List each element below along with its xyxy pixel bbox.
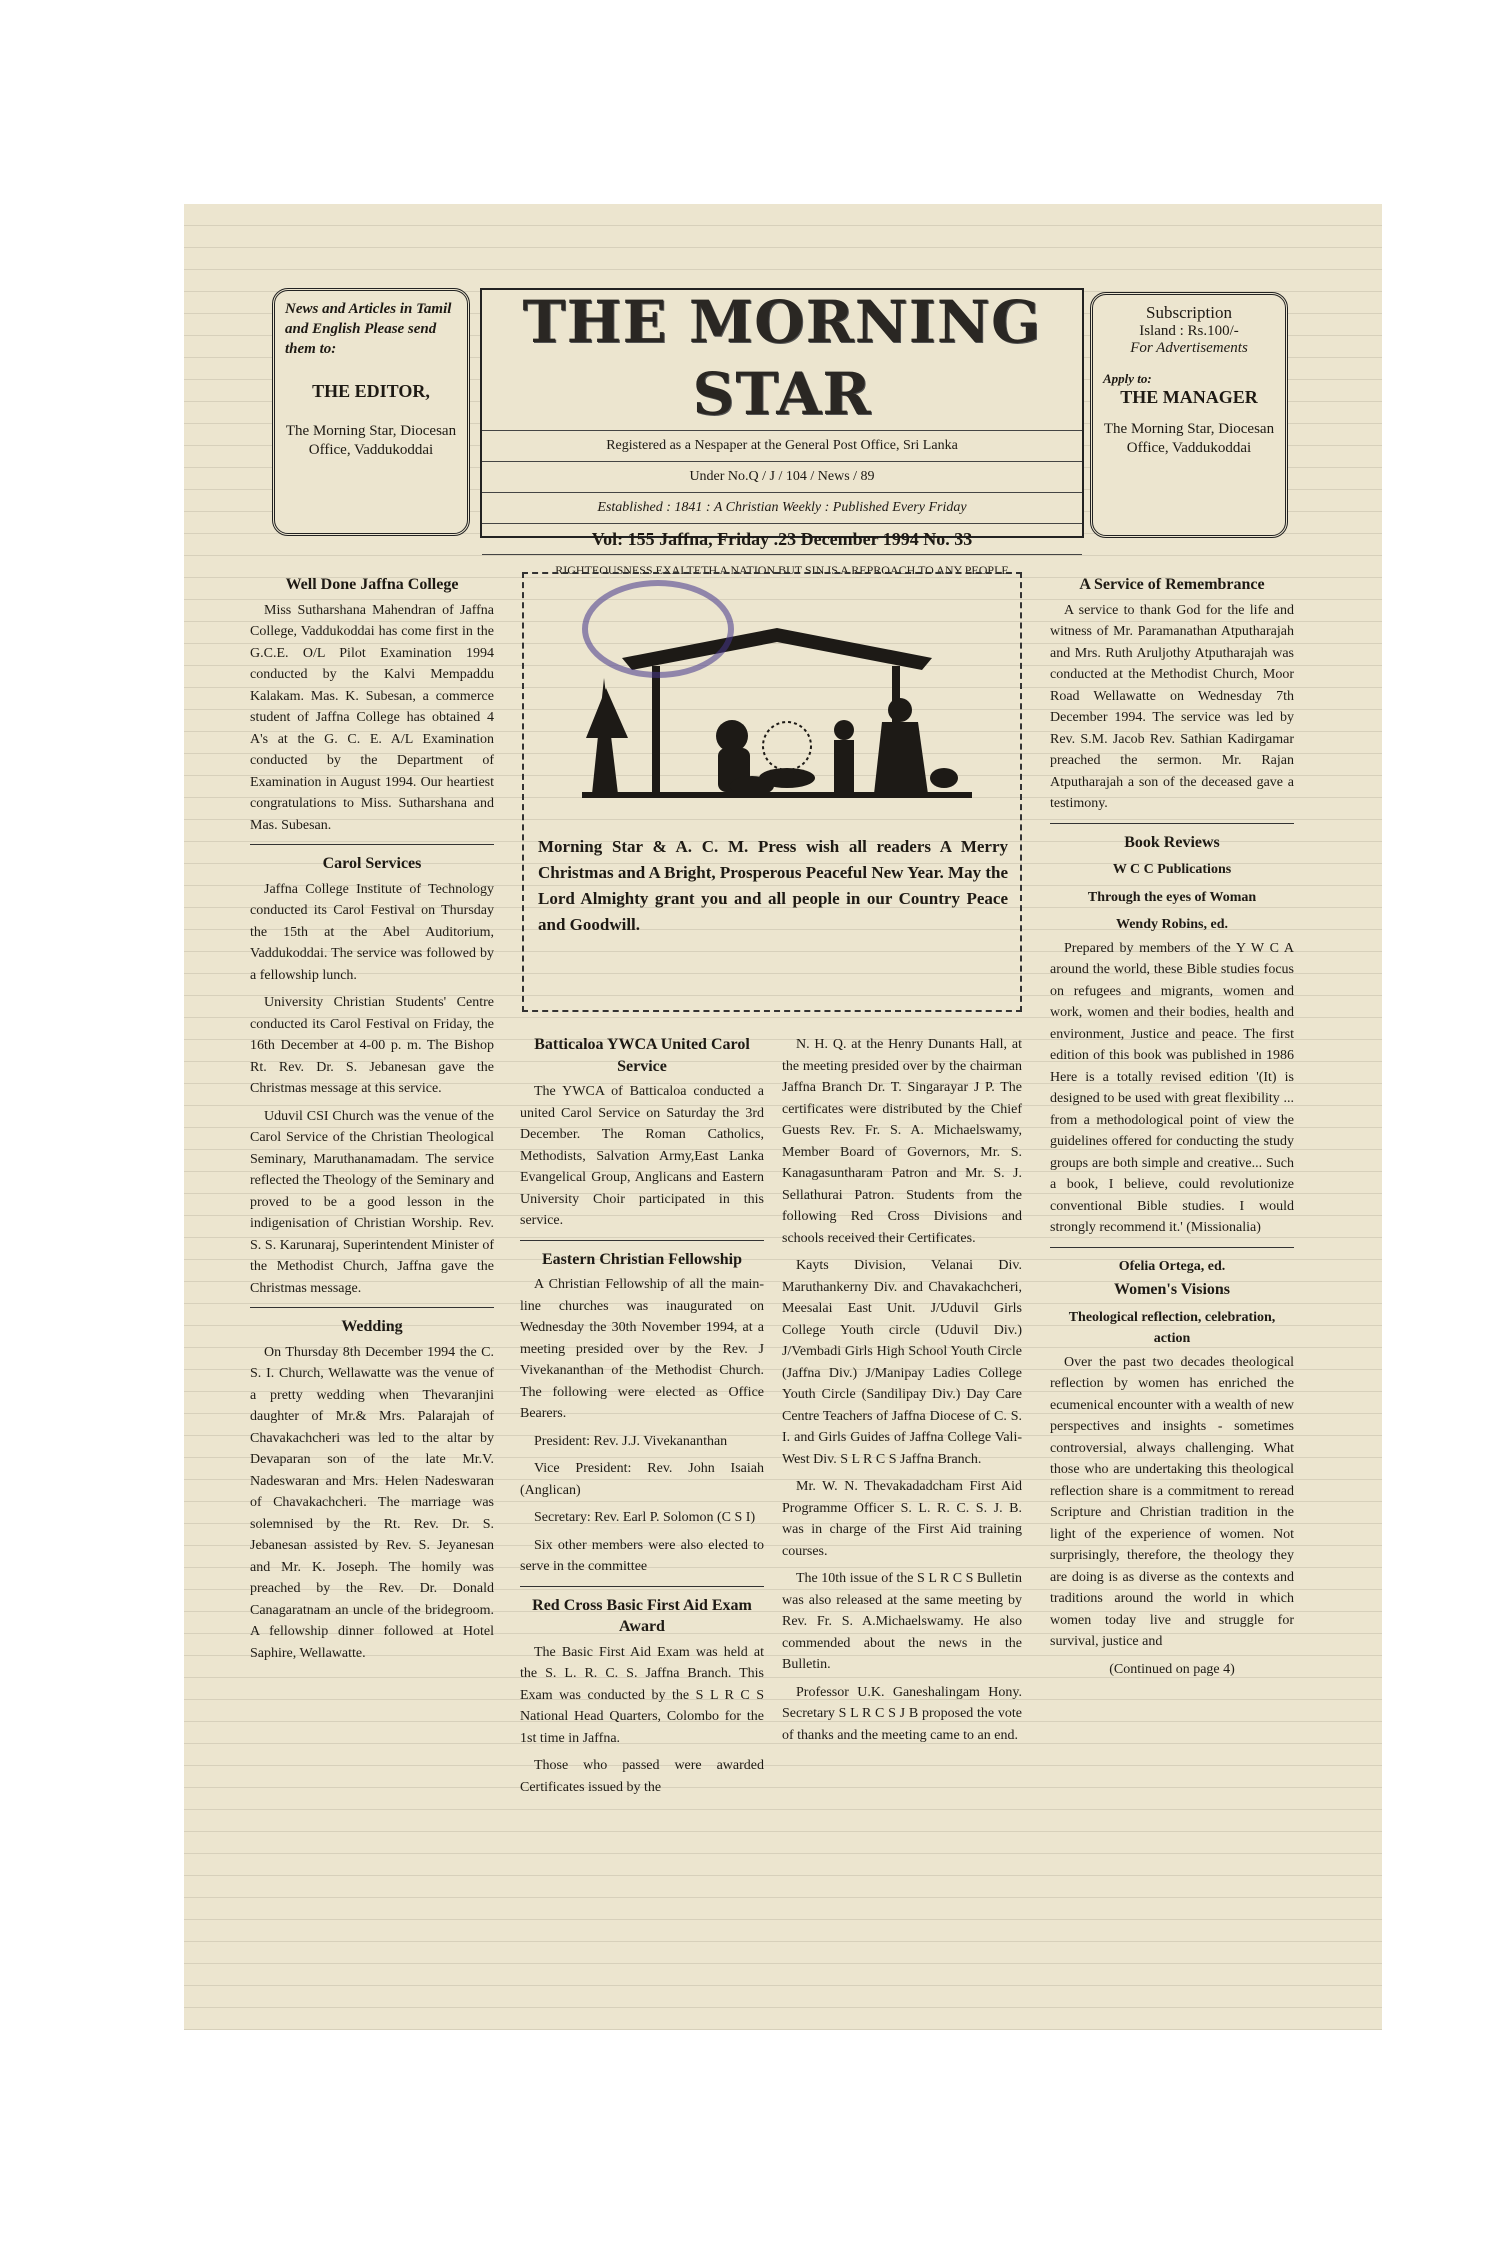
publisher-label: W C C Publications bbox=[1112, 862, 1232, 877]
book-title-2: Women's Visions bbox=[1113, 1281, 1231, 1298]
registration-number: Under No.Q / J / 104 / News / 89 bbox=[482, 461, 1082, 492]
subscription-label: Subscription bbox=[1146, 303, 1232, 322]
headline-red-cross: Red Cross Basic First Aid Exam Award bbox=[532, 1596, 752, 1635]
editor-contact-box bbox=[272, 288, 470, 536]
issue-line: Vol: 155 Jaffna, Friday .23 December 1994 No. 33 bbox=[482, 523, 1082, 554]
headline-carol-services: Carol Services bbox=[322, 855, 422, 872]
book-editor-1: Wendy Robins, ed. bbox=[1115, 917, 1229, 932]
article-fellowship: A Christian Fellowship of all the main-line churches was inaugurated on Wednesday the 30th November 1994, at a meeting presided over by the Rev. J Vivekananthan of the Methodist Church. The following were elected as Office Bearers. bbox=[520, 1277, 764, 1421]
column-3 bbox=[782, 1034, 1022, 1752]
headline-jaffna-college: Well Done Jaffna College bbox=[285, 576, 459, 593]
divider bbox=[1050, 1247, 1294, 1248]
masthead bbox=[480, 288, 1084, 577]
headline-book-reviews: Book Reviews bbox=[1124, 833, 1220, 851]
apply-label: Apply to: bbox=[1103, 371, 1152, 386]
review-2: Over the past two decades theological reflection by women has enriched the ecumenical encounter with a wealth of new perspectives and insights - sometimes controversial, always challenging. What those who are undertaking this theological reflection share is a commitment to reread Scripture and Christian tradition in the light of the experience of women. Not surprisingly, therefore, the theology they are doing is as diverse as the contexts and traditions around the world in which women today live and struggle for survival, justice and bbox=[1050, 1354, 1294, 1649]
column-2 bbox=[520, 1034, 764, 1804]
article-carol-3: Uduvil CSI Church was the venue of the Carol Service of the Christian Theological Seminary, Maruthanamadam. The service reflected the Theology of the Seminary and proved to be a good lesson in the indigenisation of Christian Worship. Rev. S. S. Karunaraj, Superintendent Minister of the Methodist Church, Jaffna gave the Christmas message. bbox=[250, 1108, 494, 1296]
book-title-1: Through the eyes of Woman bbox=[1087, 889, 1257, 905]
submission-note: News and Articles in Tamil and English Please send them to: bbox=[285, 301, 452, 357]
christmas-greeting: Morning Star & A. C. M. Press wish all readers A Merry Christmas and A Bright, Prosperous Peaceful New Year. May the Lord Almighty grant you and all people in our Country Peace and Goodwill. bbox=[538, 837, 1008, 934]
headline-ywca-carol: Batticaloa YWCA United Carol Service bbox=[534, 1036, 750, 1075]
divider bbox=[520, 1586, 764, 1587]
book-subtitle-2: Theological reflection, celebration, action bbox=[1068, 1309, 1276, 1346]
article-carol-1: Jaffna College Institute of Technology conducted its Carol Festival on Thursday the 15th at the Abel Auditorium, Vaddukoddai. The service was followed by a fellowship lunch. bbox=[250, 881, 494, 983]
editor-address: The Morning Star, Diocesan Office, Vaddukoddai bbox=[285, 423, 457, 458]
ads-label: For Advertisements bbox=[1130, 340, 1248, 356]
book-editor-2: Ofelia Ortega, ed. bbox=[1118, 1258, 1226, 1274]
article-vote-of-thanks: Professor U.K. Ganeshalingam Hony. Secretary S L R C S J B proposed the vote of thanks and the meeting came to an end. bbox=[782, 1684, 1022, 1743]
motto: RIGHTEOUSNESS EXALTETH A NATION BUT SIN IS A REPROACH TO ANY PEOPLE bbox=[482, 554, 1082, 585]
office-bearer-vice-president: Vice President: Rev. John Isaiah (Anglican) bbox=[520, 1461, 764, 1498]
divider bbox=[250, 1307, 494, 1308]
established-line: Established : 1841 : A Christian Weekly : Published Every Friday bbox=[482, 492, 1082, 523]
article-red-cross-5: Mr. W. N. Thevakadadcham First Aid Programme Officer S. L. R. C. S. J. B. was in charge of the First Aid training courses. bbox=[782, 1479, 1022, 1559]
editor-label: THE EDITOR, bbox=[312, 381, 430, 401]
headline-remembrance: A Service of Remembrance bbox=[1079, 576, 1265, 593]
divider bbox=[250, 844, 494, 845]
subscription-rate: Island : Rs.100/- bbox=[1139, 323, 1239, 339]
registered-line: Registered as a Nespaper at the General Post Office, Sri Lanka bbox=[482, 430, 1082, 461]
article-red-cross-2: Those who passed were awarded Certificates issued by the bbox=[520, 1758, 764, 1795]
manager-address: The Morning Star, Diocesan Office, Vaddukoddai bbox=[1103, 421, 1275, 456]
divider bbox=[1050, 823, 1294, 824]
article-jaffna-college: Miss Sutharshana Mahendran of Jaffna College, Vaddukoddai has come first in the G.C.E. O/L Pilot Examination 1994 conducted by the Kalvi Mempaddu Kalakam. Mas. K. Subesan, a commerce student of Jaffna College has obtained 4 A's at the G. C. E. A/L Examination conducted by the Department of Examination in August 1994. Our heartiest congratulations to Miss. Sutharshana and Mas. Subesan. bbox=[250, 602, 494, 833]
headline-eastern-fellowship: Eastern Christian Fellowship bbox=[541, 1250, 742, 1268]
postal-stamp bbox=[582, 580, 734, 678]
article-ywca: The YWCA of Batticaloa conducted a united Carol Service on Saturday the 3rd December. The Roman Catholics, Methodists, Salvation Army,East Lanka Evangelical Group, Anglicans and Eastern University Choir participated in this service. bbox=[520, 1084, 764, 1228]
article-red-cross-3: N. H. Q. at the Henry Dunants Hall, at the meeting presided over by the chairman Jaffna Branch Dr. T. Singarayar J P. The certificates were distributed by the Chief Guests Rev. Fr. S. A. Michaelswamy, Member Board of Governors, Mr. S. Kanagasuntharam Patron and Mr. S. J. Sellathurai Patron. Students from the following Red Cross Divisions and schools received their Certificates. bbox=[782, 1037, 1022, 1246]
column-4 bbox=[1050, 574, 1294, 1680]
newspaper-title: THE MORNING STAR bbox=[522, 288, 1042, 428]
committee-note: Six other members were also elected to serve in the committee bbox=[520, 1537, 764, 1574]
office-bearer-president: President: Rev. J.J. Vivekananthan bbox=[534, 1433, 728, 1449]
article-remembrance: A service to thank God for the life and witness of Mr. Paramanathan Atputharajah and Mrs. Ruth Aruljothy Atputharajah was conducted at the Methodist Church, Moor Road Wellawatte on Wednesday 7th December 1994. The service was led by Rev. S.M. Jacob Rev. Sathian Kadirgamar preached the sermon. Mr. Rajan Atputharajah a son of the deceased gave a testimony. bbox=[1050, 602, 1294, 811]
article-red-cross-1: The Basic First Aid Exam was held at the S. L. R. C. S. Jaffna Branch. This Exam was conducted by the S L R C S National Head Quarters, Colombo for the 1st time in Jaffna. bbox=[520, 1644, 764, 1746]
newspaper-page bbox=[184, 204, 1382, 2030]
headline-wedding: Wedding bbox=[341, 1318, 403, 1335]
christmas-greeting-box bbox=[522, 572, 1022, 1012]
subscription-box bbox=[1090, 292, 1288, 538]
continued-note: (Continued on page 4) bbox=[1109, 1661, 1235, 1677]
article-carol-2: University Christian Students' Centre conducted its Carol Festival on Friday, the 16th December at 4-00 p. m. The Bishop Rt. Rev. Dr. S. Jebanesan gave the Christmas message at this service. bbox=[250, 995, 494, 1096]
column-1 bbox=[250, 574, 494, 1670]
article-bulletin: The 10th issue of the S L R C S Bulletin was also released at the same meeting by Rev. Fr. S. A.Michaelswamy. He also commended about the news in the Bulletin. bbox=[782, 1571, 1022, 1672]
divider bbox=[520, 1240, 764, 1241]
article-red-cross-4: Kayts Division, Velanai Div. Maruthankerny Div. and Chavakachcheri, Meesalai East Unit. J/Uduvil Girls College Youth circle (Uduvil Div.) J/Vembadi Girls High School Youth Circle (Jaffna Div.) J/Manipay Ladies College Youth Circle (Sandilipay Div.) Day Care Centre Teachers of Jaffna Diocese of C. S. I. and Girls Guides of Jaffna College Vali-West Div. S L R C S Jaffna Branch. bbox=[782, 1258, 1022, 1467]
office-bearer-secretary: Secretary: Rev. Earl P. Solomon (C S I) bbox=[534, 1510, 756, 1525]
manager-label: THE MANAGER bbox=[1120, 387, 1258, 407]
review-1: Prepared by members of the Y W C A around the world, these Bible studies focus on refugees and migrants, women and work, women and their bodies, health and environment, Justice and peace. The first edition of this book was published in 1986 Here is a totally revised edition '(It) is designed to be used with great flexibility ... from a methodological point of view the guidelines offered for conducting the study groups are both simple and creative... Such a book, I believe, could revolutionize conventional Bible studies. I would strongly recommend it.' (Missionalia) bbox=[1050, 940, 1294, 1235]
article-wedding: On Thursday 8th December 1994 the C. S. I. Church, Wellawatte was the venue of a pretty wedding when Thevaranjini daughter of Mr.& Mrs. Palarajah of Chavakachcheri was led to the altar by Devaparan son of the late Mr.V. Nadeswaran and Mrs. Helen Nadeswaran of Chavakachcheri. The marriage was solemnised by the Rt. Rev. Dr. S. Jebanesan assisted by Rev. S. Jeyanesan and Mr. K. Joseph. The homily was preached by the Rev. Dr. Donald Canagaratnam an uncle of the bridegroom. A fellowship dinner followed at Hotel Saphire, Wellawatte. bbox=[250, 1344, 494, 1661]
